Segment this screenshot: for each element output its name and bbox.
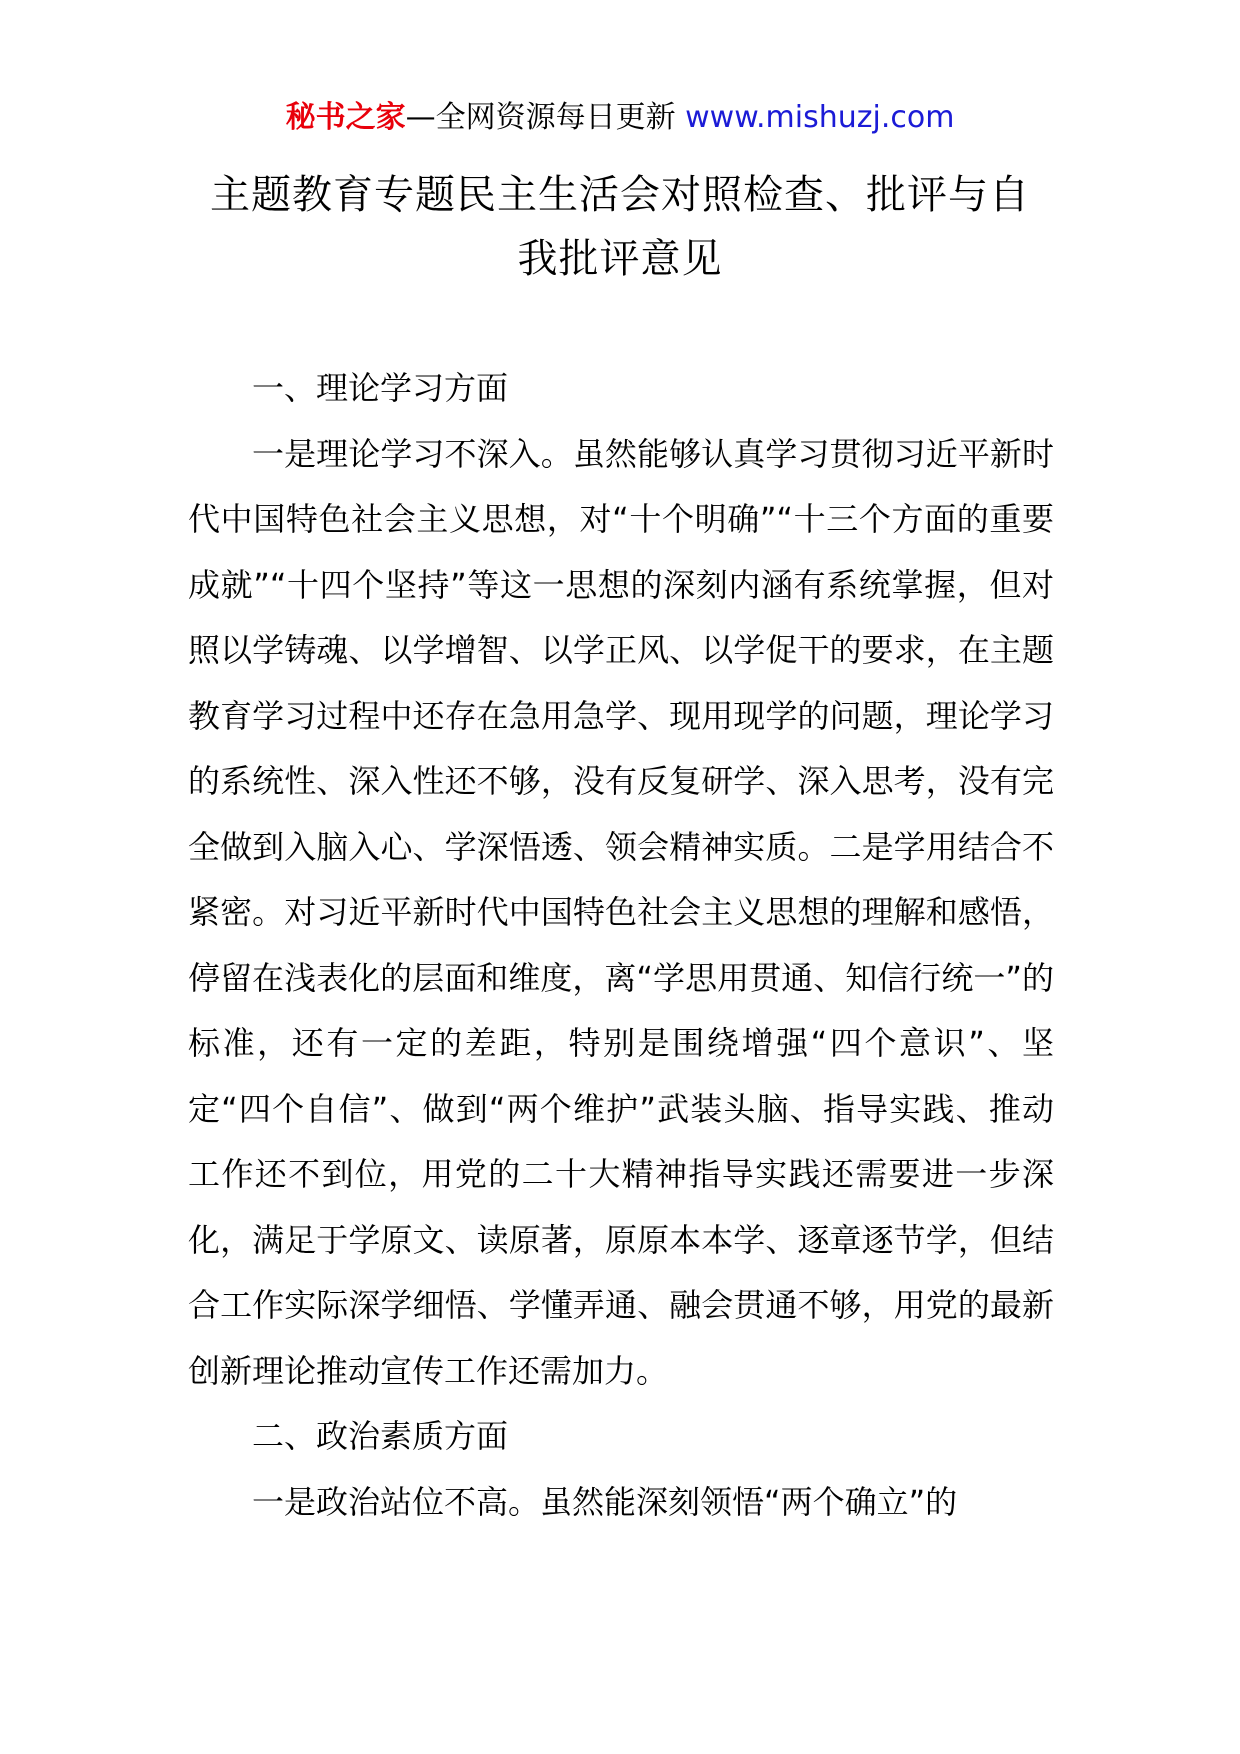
document-body	[188, 356, 1054, 1535]
site-url-link[interactable]: www.mishuzj.com	[685, 100, 955, 135]
section-heading: 二、政治素质方面	[252, 1417, 509, 1455]
body-paragraph: 一是政治站位不高。虽然能深刻领悟“两个确立”的	[252, 1482, 958, 1521]
section-heading: 一、理论学习方面	[252, 369, 509, 407]
site-header	[0, 98, 1240, 138]
brand-name: 秘书之家	[285, 100, 406, 135]
site-tagline: —全网资源每日更新	[405, 100, 676, 135]
body-paragraph: 一是理论学习不深入。虽然能够认真学习贯彻习近平新时代中国特色社会主义思想，对“十个明确”“十三个方面的重要成就”“十四个坚持”等这一思想的深刻内涵有系统掌握，但对照以学铸魂、以学增智、以学正风、以学促干的要求，在主题教育学习过程中还存在急用急学、现用现学的问题，理论学习的系统性、深入性还不够，没有反复研学、深入思考，没有完全做到入脑入心、学深悟透、领会精神实质。二是学用结合不紧密。对习近平新时代中国特色社会主义思想的理解和感悟，停留在浅表化的层面和维度，离“学思用贯通、知信行统一”的标准，还有一定的差距，特别是围绕增强“四个意识”、坚定“四个自信”、做到“两个维护”武装头脑、指导实践、推动工作还不到位，用党的二十大精神指导实践还需要进一步深化，满足于学原文、读原著，原原本本学、逐章逐节学，但结合工作实际深学细悟、学懂弄通、融会贯通不够，用党的最新创新理论推动宣传工作还需加力。	[188, 434, 1054, 1390]
document-title: 主题教育专题民主生活会对照检查、批评与自我批评意见	[210, 172, 1030, 282]
